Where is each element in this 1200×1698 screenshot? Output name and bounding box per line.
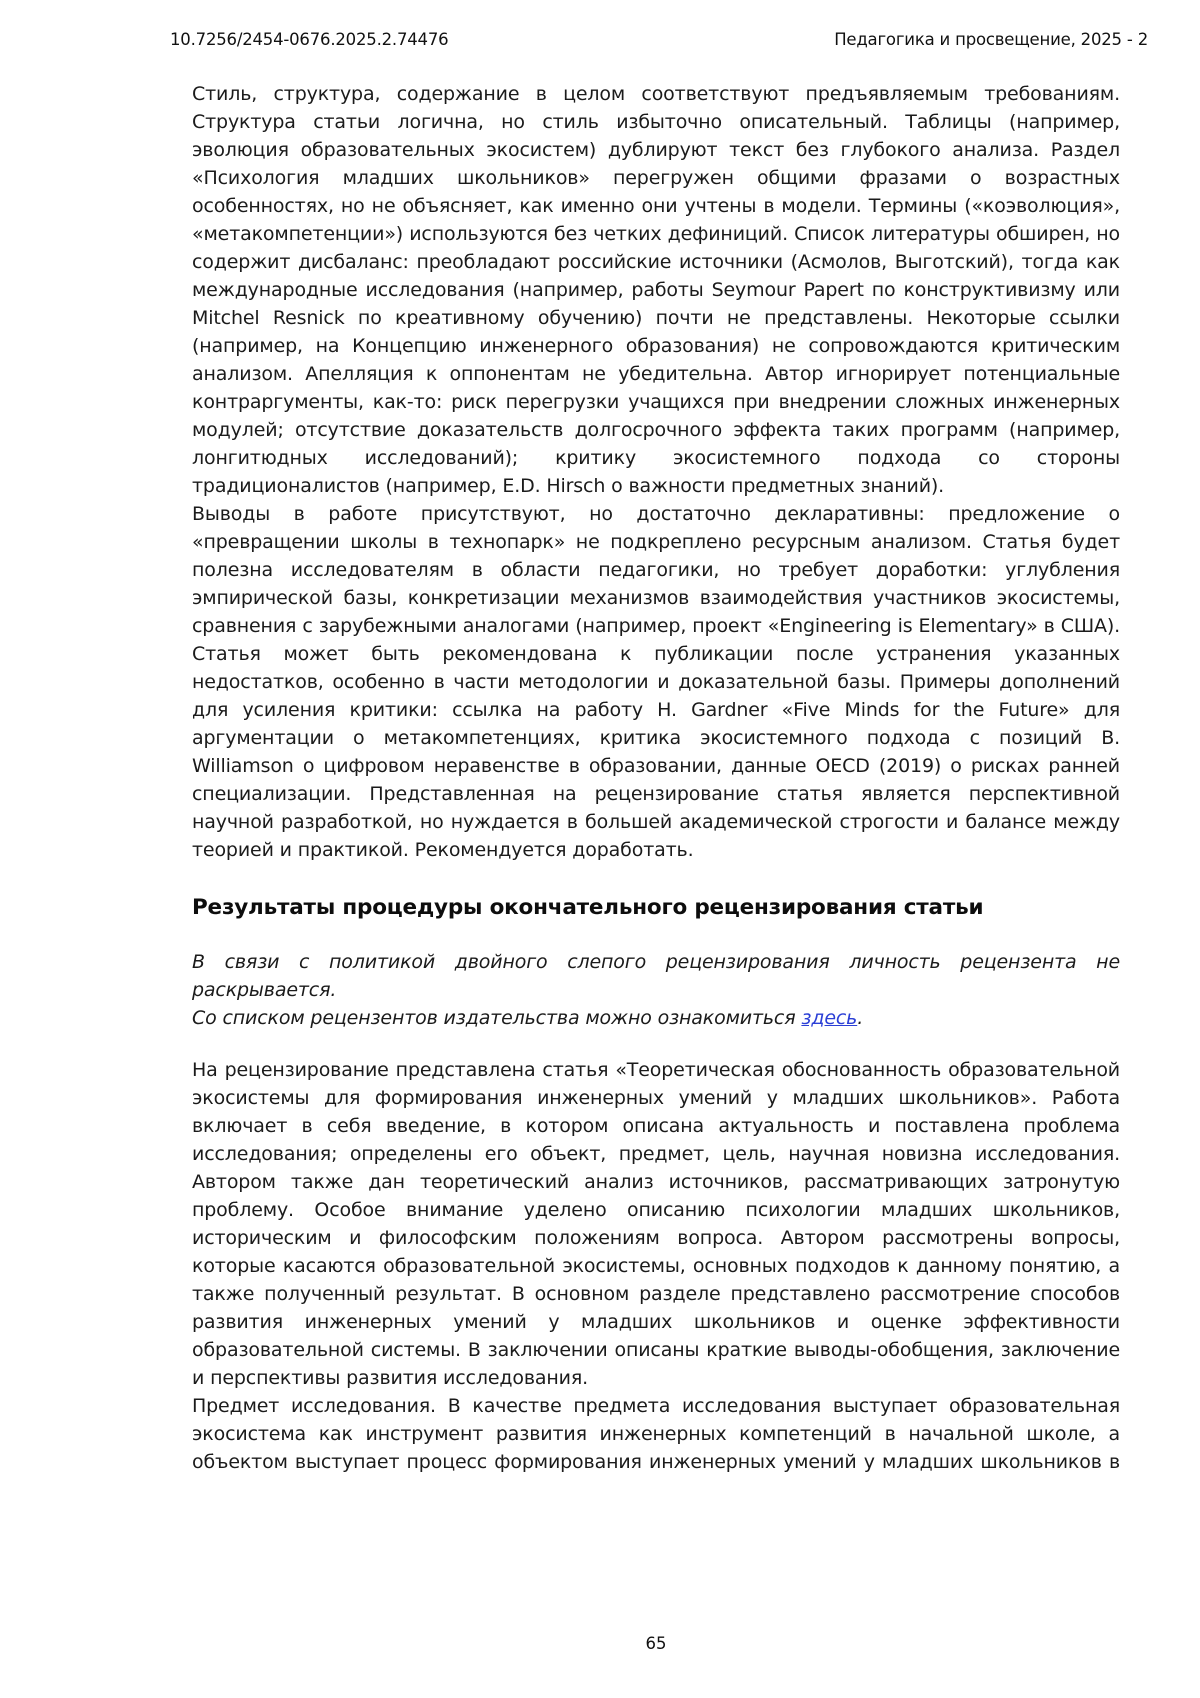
section-title: Результаты процедуры окончательного рецензирования статьи: [192, 895, 984, 920]
doi-text: 10.7256/2454-0676.2025.2.74476: [170, 30, 449, 49]
page-footer: [192, 1630, 1120, 1658]
reviewers-list-text: Со списком рецензентов издательства можно ознакомиться: [192, 1007, 802, 1029]
document-content: [192, 80, 1120, 1476]
sentence-period: .: [857, 1007, 864, 1029]
reviewers-list-line: [192, 1004, 1120, 1032]
review-paragraph-style: Стиль, структура, содержание в целом соответствуют предъявляемым требованиям. Структура статьи логична, но стиль избыточно описательный. Таблицы (например, эволюция образовательных экосистем) дублируют текст без глубокого анализа. Раздел «Психология младших школьников» перегружен общими фразами о возрастных особенностях, но не объясняет, как именно они учтены в модели. Термины («коэволюция», «метакомпетенции») используются без четких дефиниций. Список литературы обширен, но содержит дисбаланс: преобладают российские источники (Асмолов, Выготский), тогда как международные исследования (например, работы Seymour Papert по конструктивизму или Mitchel Resnick по креативному обучению) почти не представлены. Некоторые ссылки (например, на Концепцию инженерного образования) не сопровождаются критическим анализом. Апелляция к оппонентам не убедительна. Автор игнорирует потенциальные контраргументы, как-то: риск перегрузки учащихся при внедрении сложных инженерных модулей; отсутствие доказательств долгосрочного эффекта таких программ (например, лонгитюдных исследований); критику экосистемного подхода со стороны традиционалистов (например, E.D. Hirsch о важности предметных знаний).: [192, 83, 1120, 497]
page-header: [170, 30, 1148, 49]
paragraph-gap: [192, 1032, 1120, 1056]
journal-title: Педагогика и просвещение, 2025 - 2: [834, 30, 1148, 49]
final-review-paragraph-overview: На рецензирование представлена статья «Теоретическая обоснованность образовательной экосистемы для формирования инженерных умений у младших школьников». Работа включает в себя введение, в котором описана актуальность и поставлена проблема исследования; определены его объект, предмет, цель, научная новизна исследования. Автором также дан теоретический анализ источников, рассматривающих затронутую проблему. Особое внимание уделено описанию психологии младших школьников, историческим и философским положениям вопроса. Автором рассмотрены вопросы, которые касаются образовательной экосистемы, основных подходов к данному понятию, а также полученный результат. В основном разделе представлено рассмотрение способов развития инженерных умений у младших школьников и оценке эффективности образовательной системы. В заключении описаны краткие выводы-обобщения, заключение и перспективы развития исследования.: [192, 1059, 1120, 1389]
reviewers-list-link[interactable]: здесь: [801, 1007, 858, 1029]
final-review-paragraph-subject: Предмет исследования. В качестве предмета исследования выступает образовательная экосистема как инструмент развития инженерных компетенций в начальной школе, а объектом выступает процесс формирования инженерных умений у младших школьников в: [192, 1395, 1120, 1473]
blind-review-notice: В связи с политикой двойного слепого рецензирования личность рецензента не раскрывается.: [192, 951, 1120, 1001]
page-number: 65: [645, 1634, 667, 1653]
review-paragraph-conclusions: Выводы в работе присутствуют, но достаточно декларативны: предложение о «превращении школы в технопарк» не подкреплено ресурсным анализом. Статья будет полезна исследователям в области педагогики, но требует доработки: углубления эмпирической базы, конкретизации механизмов взаимодействия участников экосистемы, сравнения с зарубежными аналогами (например, проект «Engineering is Elementary» в США). Статья может быть рекомендована к публикации после устранения указанных недостатков, особенно в части методологии и доказательной базы. Примеры дополнений для усиления критики: ссылка на работу H. Gardner «Five Minds for the Future» для аргументации о метакомпетенциях, критика экосистемного подхода с позиций B. Williamson о цифровом неравенстве в образовании, данные OECD (2019) о рисках ранней специализации. Представленная на рецензирование статья является перспективной научной разработкой, но нуждается в большей академической строгости и балансе между теорией и практикой. Рекомендуется доработать.: [192, 503, 1120, 861]
